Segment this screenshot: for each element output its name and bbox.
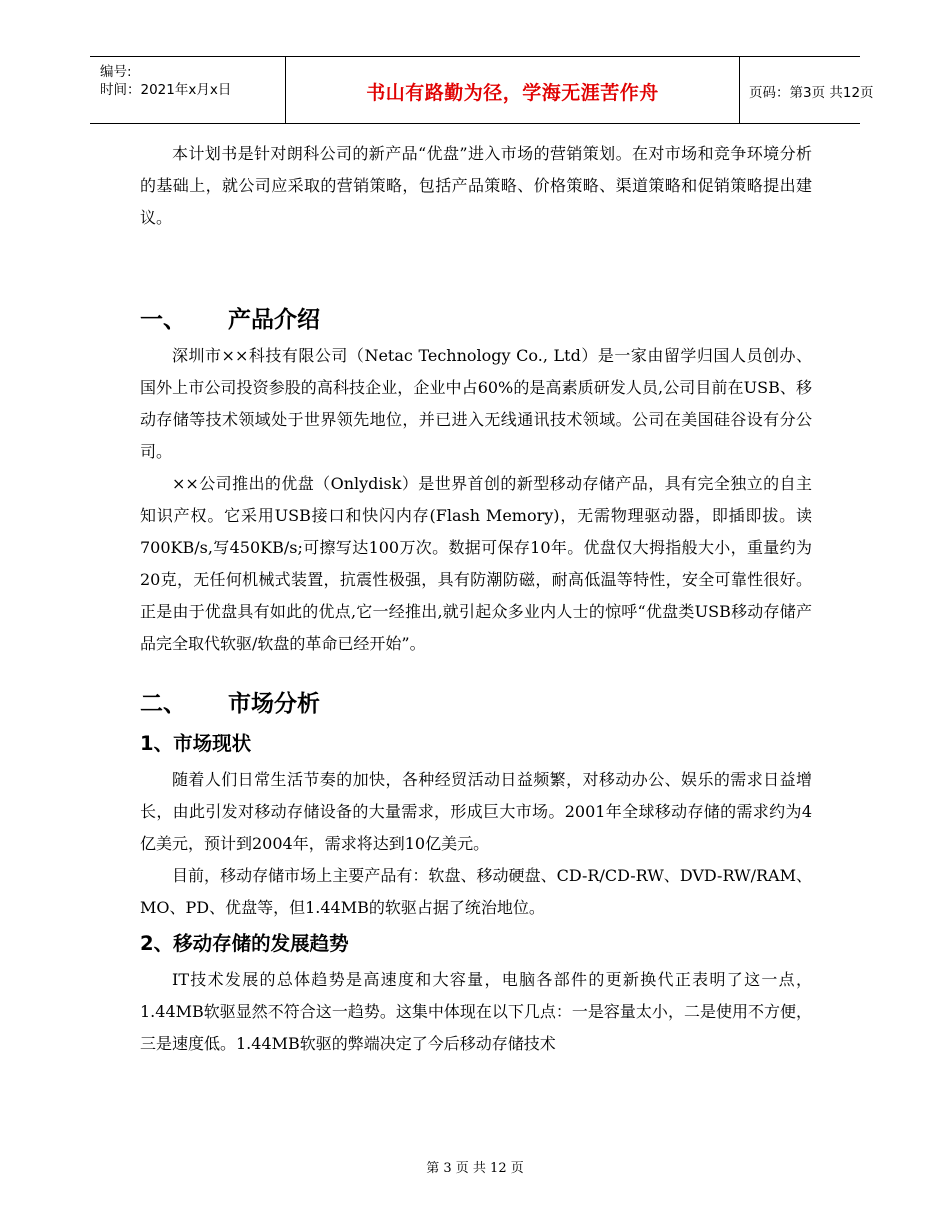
section-title: 市场分析 [228, 691, 320, 717]
header-page-cell [739, 57, 874, 123]
time-label: 时间：2021年x月x日 [100, 82, 232, 98]
paragraph: 随着人们日常生活节奏的加快，各种经贸活动日益频繁，对移动办公、娱乐的需求日益增长，由此引发对移动存储设备的大量需求，形成巨大市场。2001年全球移动存储的需求约为4亿美元，预计到2004年，需求将达到10亿美元。 [140, 770, 812, 853]
section-title: 产品介绍 [228, 307, 320, 333]
motto-text: 书山有路勤为径，学海无涯苦作舟 [366, 82, 659, 104]
header-motto-cell [285, 57, 740, 123]
page-footer: 第 3 页 共 12 页 [426, 1161, 524, 1176]
header-page-number: 页码：第3页 共12页 [749, 85, 874, 101]
document-header [90, 56, 874, 124]
section-heading-market [140, 684, 812, 724]
header-info-cell [90, 57, 285, 123]
document-body [140, 138, 812, 1060]
section-number: 二、 [140, 691, 186, 717]
paragraph: IT技术发展的总体趋势是高速度和大容量，电脑各部件的更新换代正表明了这一点，1.44MB软驱显然不符合这一趋势。这集中体现在以下几点：一是容量太小，二是使用不方便，三是速度低。1.44MB软驱的弊端决定了今后移动存储技术 [140, 970, 812, 1053]
paragraph: 深圳市××科技有限公司（Netac Technology Co., Ltd）是一家由留学归国人员创办、国外上市公司投资参股的高科技企业，企业中占60%的是高素质研发人员,公司目前在USB、移动存储等技术领域处于世界领先地位，并已进入无线通讯技术领域。公司在美国硅谷设有分公司。 [140, 346, 812, 461]
section-heading-product [140, 300, 812, 340]
subsection-heading-status: 1、市场现状 [140, 732, 252, 755]
serial-number-label: 编号: [100, 64, 132, 80]
subsection-heading-trend: 2、移动存储的发展趋势 [140, 932, 349, 955]
paragraph: ××公司推出的优盘（Onlydisk）是世界首创的新型移动存储产品，具有完全独立的自主知识产权。它采用USB接口和快闪内存(Flash Memory)，无需物理驱动器，即插即拔。读700KB/s,写450KB/s;可擦写达100万次。数据可保存10年。优盘仅大拇指般大小，重量约为20克，无任何机械式装置，抗震性极强，具有防潮防磁，耐高低温等特性，安全可靠性很好。正是由于优盘具有如此的优点,它一经推出,就引起众多业内人士的惊呼“优盘类USB移动存储产品完全取代软驱/软盘的革命已经开始”。 [140, 474, 812, 653]
section-number: 一、 [140, 307, 186, 333]
intro-paragraph: 本计划书是针对朗科公司的新产品“优盘”进入市场的营销策划。在对市场和竞争环境分析的基础上，就公司应采取的营销策略，包括产品策略、价格策略、渠道策略和促销策略提出建议。 [140, 144, 812, 227]
paragraph: 目前，移动存储市场上主要产品有：软盘、移动硬盘、CD-R/CD-RW、DVD-RW/RAM、MO、PD、优盘等，但1.44MB的软驱占据了统治地位。 [140, 866, 812, 917]
